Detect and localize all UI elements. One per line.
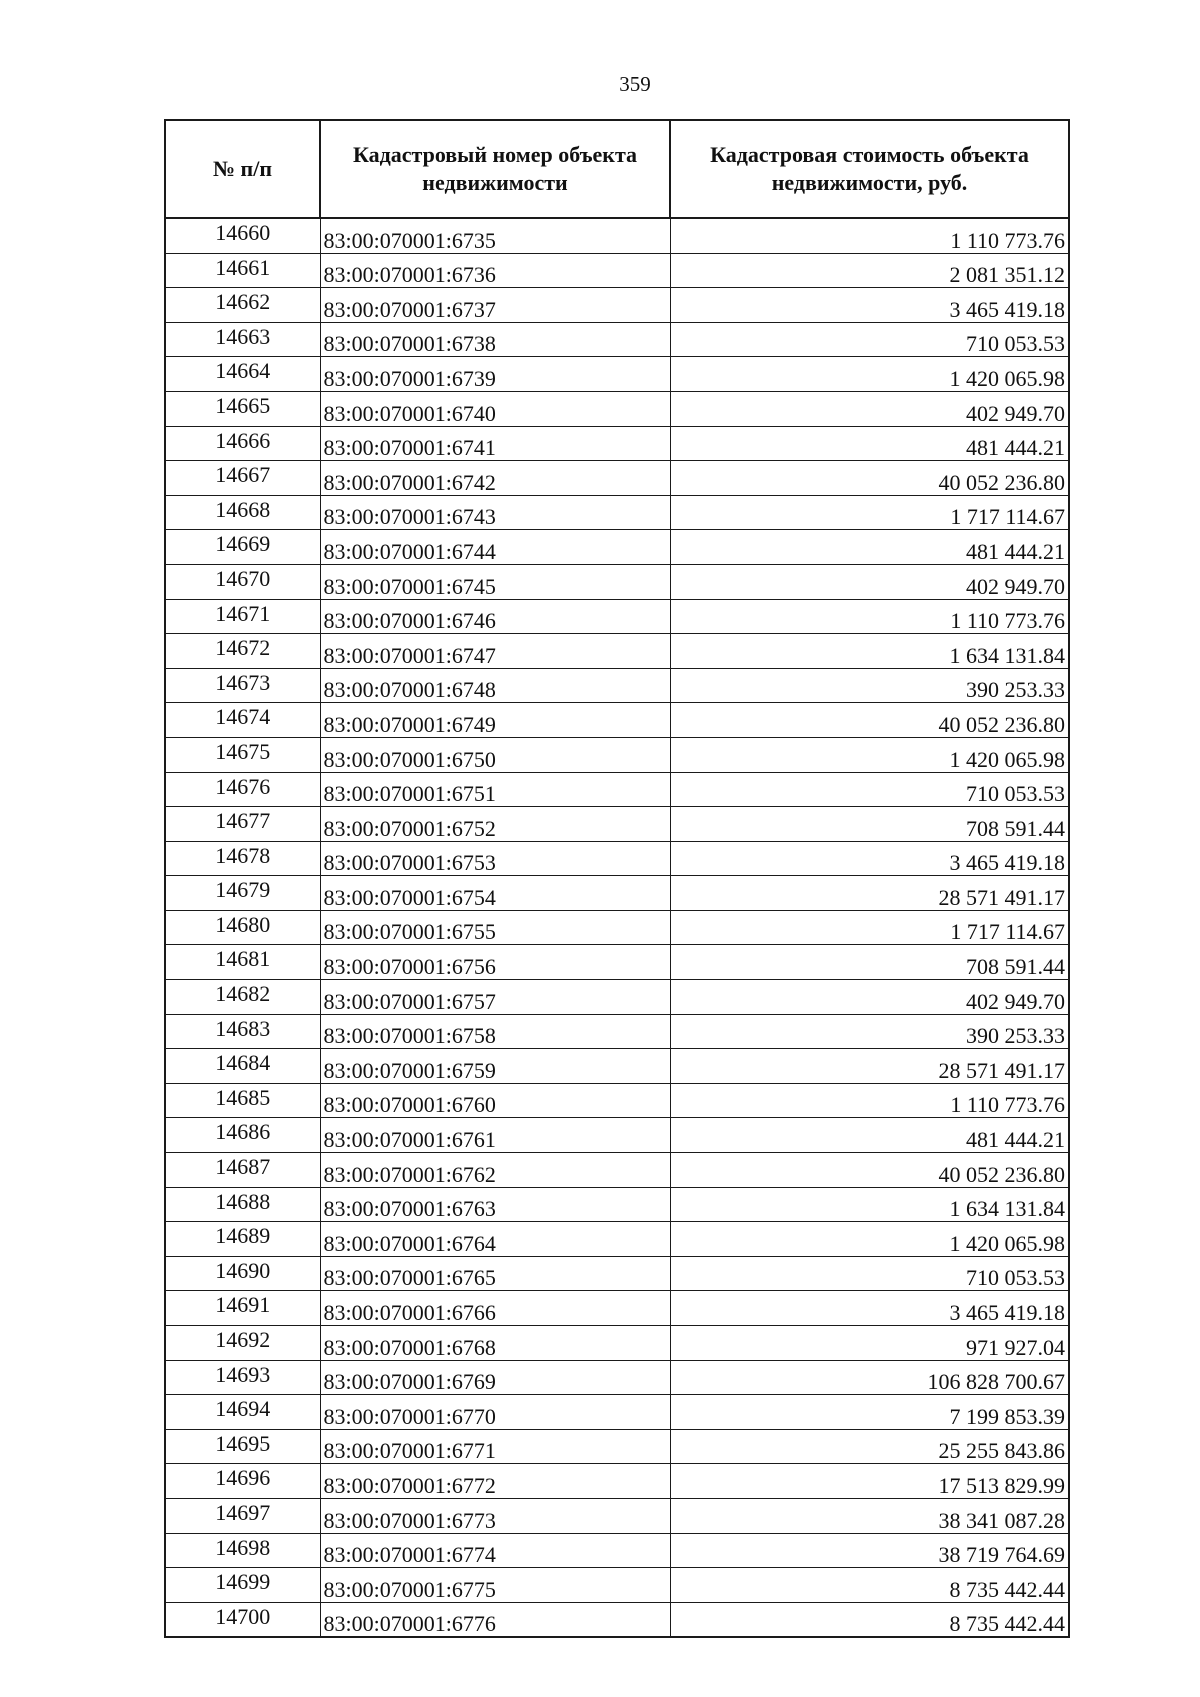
table-row (165, 1464, 1069, 1499)
cadastral-value: 390 253.33 (670, 1014, 1069, 1049)
cadastral-id: 83:00:070001:6765 (320, 1256, 670, 1291)
cadastral-id: 83:00:070001:6776 (320, 1602, 670, 1637)
cadastral-value: 708 591.44 (670, 945, 1069, 980)
cadastral-id: 83:00:070001:6768 (320, 1326, 670, 1361)
cadastral-value: 38 341 087.28 (670, 1498, 1069, 1533)
cadastral-value: 402 949.70 (670, 391, 1069, 426)
row-number: 14676 (165, 772, 320, 807)
row-number: 14691 (165, 1291, 320, 1326)
cadastral-id: 83:00:070001:6761 (320, 1118, 670, 1153)
cadastral-value: 708 591.44 (670, 807, 1069, 842)
row-number: 14686 (165, 1118, 320, 1153)
cadastral-id: 83:00:070001:6775 (320, 1568, 670, 1603)
table-row (165, 1118, 1069, 1153)
cadastral-value: 710 053.53 (670, 322, 1069, 357)
cadastral-value: 1 110 773.76 (670, 1083, 1069, 1118)
header-cadastral-id: Кадастровый номер объекта недвижимости (320, 120, 670, 218)
cadastral-id: 83:00:070001:6766 (320, 1291, 670, 1326)
table-row (165, 1533, 1069, 1568)
row-number: 14697 (165, 1498, 320, 1533)
row-number: 14681 (165, 945, 320, 980)
cadastral-id: 83:00:070001:6763 (320, 1187, 670, 1222)
table-row (165, 1291, 1069, 1326)
cadastral-value: 1 717 114.67 (670, 495, 1069, 530)
table-row (165, 1049, 1069, 1084)
table-header (165, 120, 1069, 218)
table-row (165, 703, 1069, 738)
cadastral-value: 481 444.21 (670, 1118, 1069, 1153)
row-number: 14675 (165, 737, 320, 772)
table-row (165, 1014, 1069, 1049)
row-number: 14668 (165, 495, 320, 530)
table-row (165, 807, 1069, 842)
header-number: № п/п (165, 120, 320, 218)
cadastral-id: 83:00:070001:6749 (320, 703, 670, 738)
row-number: 14700 (165, 1602, 320, 1637)
table-row (165, 1568, 1069, 1603)
cadastral-id: 83:00:070001:6774 (320, 1533, 670, 1568)
cadastral-value: 481 444.21 (670, 426, 1069, 461)
cadastral-id: 83:00:070001:6753 (320, 841, 670, 876)
table-row (165, 772, 1069, 807)
row-number: 14663 (165, 322, 320, 357)
table-row (165, 461, 1069, 496)
table-row (165, 668, 1069, 703)
cadastral-id: 83:00:070001:6738 (320, 322, 670, 357)
row-number: 14699 (165, 1568, 320, 1603)
table-row (165, 564, 1069, 599)
cadastral-value: 7 199 853.39 (670, 1395, 1069, 1430)
table-row (165, 253, 1069, 288)
cadastral-id: 83:00:070001:6750 (320, 737, 670, 772)
cadastral-id: 83:00:070001:6743 (320, 495, 670, 530)
cadastral-id: 83:00:070001:6736 (320, 253, 670, 288)
row-number: 14674 (165, 703, 320, 738)
table-row (165, 599, 1069, 634)
table-row (165, 1498, 1069, 1533)
cadastral-id: 83:00:070001:6746 (320, 599, 670, 634)
cadastral-value: 40 052 236.80 (670, 1153, 1069, 1188)
header-row (165, 120, 1069, 218)
table-row (165, 1222, 1069, 1257)
row-number: 14694 (165, 1395, 320, 1430)
row-number: 14693 (165, 1360, 320, 1395)
row-number: 14660 (165, 218, 320, 253)
cadastral-value: 402 949.70 (670, 564, 1069, 599)
table-row (165, 426, 1069, 461)
table-row (165, 1360, 1069, 1395)
table-row (165, 357, 1069, 392)
cadastral-value: 2 081 351.12 (670, 253, 1069, 288)
row-number: 14682 (165, 980, 320, 1015)
cadastral-value: 1 420 065.98 (670, 1222, 1069, 1257)
cadastral-id: 83:00:070001:6770 (320, 1395, 670, 1430)
row-number: 14685 (165, 1083, 320, 1118)
cadastral-id: 83:00:070001:6745 (320, 564, 670, 599)
cadastral-value: 390 253.33 (670, 668, 1069, 703)
cadastral-id: 83:00:070001:6737 (320, 288, 670, 323)
cadastral-value: 1 420 065.98 (670, 737, 1069, 772)
cadastral-id: 83:00:070001:6740 (320, 391, 670, 426)
table-row (165, 737, 1069, 772)
table-row (165, 1256, 1069, 1291)
cadastral-id: 83:00:070001:6752 (320, 807, 670, 842)
table-row (165, 980, 1069, 1015)
row-number: 14683 (165, 1014, 320, 1049)
row-number: 14677 (165, 807, 320, 842)
cadastral-value: 28 571 491.17 (670, 1049, 1069, 1084)
cadastral-value: 402 949.70 (670, 980, 1069, 1015)
row-number: 14684 (165, 1049, 320, 1084)
cadastral-value: 1 634 131.84 (670, 1187, 1069, 1222)
row-number: 14688 (165, 1187, 320, 1222)
cadastral-id: 83:00:070001:6757 (320, 980, 670, 1015)
row-number: 14698 (165, 1533, 320, 1568)
table-row (165, 634, 1069, 669)
table-row (165, 391, 1069, 426)
row-number: 14695 (165, 1429, 320, 1464)
cadastral-value: 106 828 700.67 (670, 1360, 1069, 1395)
cadastral-id: 83:00:070001:6751 (320, 772, 670, 807)
cadastral-id: 83:00:070001:6771 (320, 1429, 670, 1464)
row-number: 14678 (165, 841, 320, 876)
cadastral-id: 83:00:070001:6744 (320, 530, 670, 565)
row-number: 14680 (165, 910, 320, 945)
table-row (165, 1602, 1069, 1637)
header-value: Кадастровая стоимость объекта недвижимости, руб. (670, 120, 1069, 218)
cadastral-value: 3 465 419.18 (670, 841, 1069, 876)
row-number: 14667 (165, 461, 320, 496)
cadastral-value: 25 255 843.86 (670, 1429, 1069, 1464)
cadastral-id: 83:00:070001:6762 (320, 1153, 670, 1188)
cadastral-value: 3 465 419.18 (670, 1291, 1069, 1326)
table-row (165, 322, 1069, 357)
table-row (165, 876, 1069, 911)
row-number: 14671 (165, 599, 320, 634)
cadastral-value: 1 420 065.98 (670, 357, 1069, 392)
row-number: 14690 (165, 1256, 320, 1291)
row-number: 14670 (165, 564, 320, 599)
page-number: 359 (619, 72, 651, 96)
row-number: 14696 (165, 1464, 320, 1499)
table-row (165, 218, 1069, 253)
cadastral-value: 8 735 442.44 (670, 1568, 1069, 1603)
cadastral-value: 710 053.53 (670, 772, 1069, 807)
cadastral-value: 1 634 131.84 (670, 634, 1069, 669)
row-number: 14662 (165, 288, 320, 323)
cadastral-value: 17 513 829.99 (670, 1464, 1069, 1499)
cadastral-id: 83:00:070001:6758 (320, 1014, 670, 1049)
cadastral-id: 83:00:070001:6773 (320, 1498, 670, 1533)
cadastral-id: 83:00:070001:6739 (320, 357, 670, 392)
table-row (165, 841, 1069, 876)
cadastral-value: 1 110 773.76 (670, 599, 1069, 634)
cadastral-id: 83:00:070001:6769 (320, 1360, 670, 1395)
cadastral-id: 83:00:070001:6735 (320, 218, 670, 253)
table-row (165, 1187, 1069, 1222)
row-number: 14664 (165, 357, 320, 392)
table-row (165, 1429, 1069, 1464)
cadastral-value: 40 052 236.80 (670, 703, 1069, 738)
table-row (165, 1083, 1069, 1118)
cadastral-value-table (164, 119, 1070, 1638)
table-row (165, 530, 1069, 565)
table-body (165, 218, 1069, 1637)
row-number: 14679 (165, 876, 320, 911)
row-number: 14669 (165, 530, 320, 565)
row-number: 14661 (165, 253, 320, 288)
row-number: 14687 (165, 1153, 320, 1188)
table-row (165, 288, 1069, 323)
cadastral-value: 3 465 419.18 (670, 288, 1069, 323)
cadastral-value: 710 053.53 (670, 1256, 1069, 1291)
cadastral-id: 83:00:070001:6741 (320, 426, 670, 461)
row-number: 14689 (165, 1222, 320, 1257)
cadastral-id: 83:00:070001:6759 (320, 1049, 670, 1084)
row-number: 14672 (165, 634, 320, 669)
cadastral-value: 481 444.21 (670, 530, 1069, 565)
row-number: 14673 (165, 668, 320, 703)
table-row (165, 1153, 1069, 1188)
cadastral-value: 1 717 114.67 (670, 910, 1069, 945)
table-row (165, 945, 1069, 980)
cadastral-id: 83:00:070001:6772 (320, 1464, 670, 1499)
cadastral-id: 83:00:070001:6747 (320, 634, 670, 669)
row-number: 14666 (165, 426, 320, 461)
row-number: 14692 (165, 1326, 320, 1361)
cadastral-value: 28 571 491.17 (670, 876, 1069, 911)
cadastral-id: 83:00:070001:6764 (320, 1222, 670, 1257)
cadastral-value: 40 052 236.80 (670, 461, 1069, 496)
cadastral-id: 83:00:070001:6742 (320, 461, 670, 496)
table-row (165, 1395, 1069, 1430)
cadastral-value: 1 110 773.76 (670, 218, 1069, 253)
table-row (165, 1326, 1069, 1361)
cadastral-id: 83:00:070001:6755 (320, 910, 670, 945)
cadastral-value: 8 735 442.44 (670, 1602, 1069, 1637)
table-row (165, 910, 1069, 945)
cadastral-id: 83:00:070001:6754 (320, 876, 670, 911)
row-number: 14665 (165, 391, 320, 426)
cadastral-id: 83:00:070001:6760 (320, 1083, 670, 1118)
cadastral-id: 83:00:070001:6748 (320, 668, 670, 703)
cadastral-id: 83:00:070001:6756 (320, 945, 670, 980)
cadastral-value: 38 719 764.69 (670, 1533, 1069, 1568)
cadastral-value: 971 927.04 (670, 1326, 1069, 1361)
table-row (165, 495, 1069, 530)
